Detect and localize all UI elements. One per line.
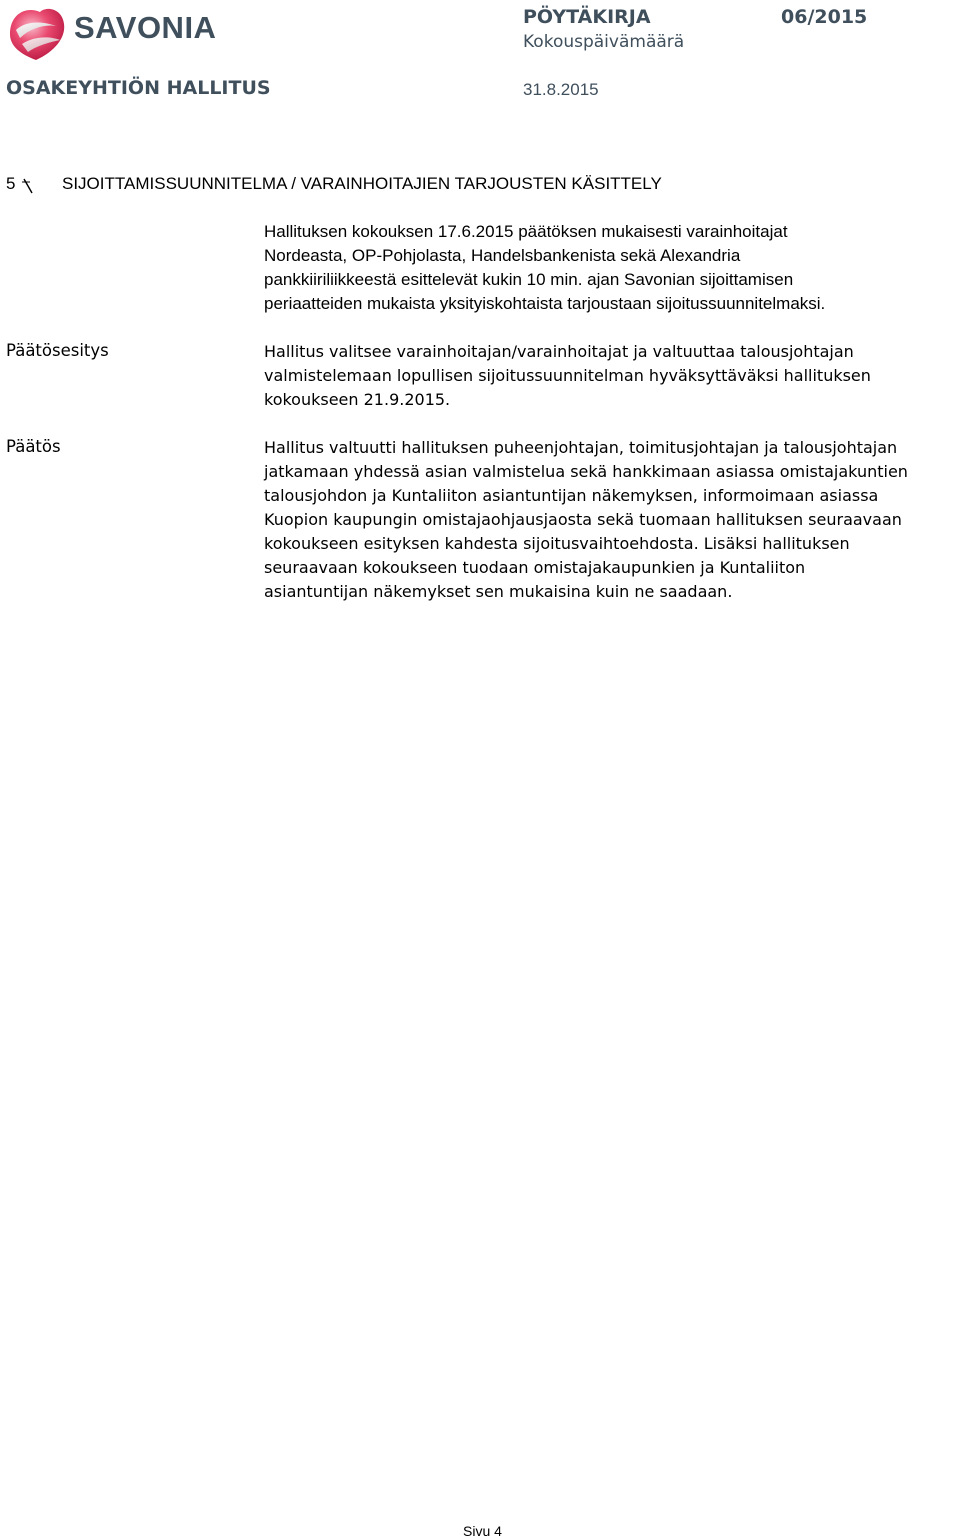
section-title: SIJOITTAMISSUUNNITELMA / VARAINHOITAJIEN TARJOUSTEN KÄSITTELY [62,174,662,193]
logo-heart-icon [6,4,70,62]
meeting-date: 31.8.2015 [523,80,599,99]
decision-line: talousjohdon ja Kuntaliiton asiantuntijan näkemyksen, informoimaan asiassa [264,486,879,505]
decision-paragraph [264,436,958,604]
decision-line: kokoukseen esityksen kahdesta sijoitusvaihtoehdosta. Lisäksi hallituksen [264,534,850,553]
document-type: PÖYTÄKIRJA [523,6,651,28]
intro-paragraph [264,220,944,316]
proposal-line: kokoukseen 21.9.2015. [264,390,451,409]
date-label: Kokouspäivämäärä [523,32,685,52]
section-sign-icon [21,178,35,194]
intro-line: periaatteiden mukaista yksityiskohtaista tarjoustaan sijoitussuunnitelmaksi. [264,294,826,313]
decision-line: jatkamaan yhdessä asian valmistelua sekä hankkimaan asiassa omistajakuntien [264,462,908,481]
organization-name: OSAKEYHTIÖN HALLITUS [6,77,271,99]
proposal-line: Hallitus valitsee varainhoitajan/varainhoitajat ja valtuuttaa talousjohtajan [264,342,854,361]
decision-label: Päätös [6,437,61,456]
proposal-paragraph [264,340,958,412]
decision-line: asiantuntijan näkemykset sen mukaisina kuin ne saadaan. [264,582,733,601]
logo-text: SAVONIA [74,10,217,45]
decision-line: seuraavaan kokoukseen tuodaan omistajakaupunkien ja Kuntaliiton [264,558,806,577]
savonia-logo [6,4,222,62]
section-number: 5 [6,174,16,193]
intro-line: Nordeasta, OP-Pohjolasta, Handelsbankenista sekä Alexandria [264,246,741,265]
proposal-label: Päätösesitys [6,341,109,360]
proposal-line: valmistelemaan lopullisen sijoitussuunnitelman hyväksyttäväksi hallituksen [264,366,871,385]
intro-line: Hallituksen kokouksen 17.6.2015 päätöksen mukaisesti varainhoitajat [264,222,788,241]
page-number: Sivu 4 [463,1523,502,1539]
intro-line: pankkiiriliikkeestä esittelevät kukin 10 min. ajan Savonian sijoittamisen [264,270,794,289]
document-number: 06/2015 [781,6,868,28]
decision-line: Kuopion kaupungin omistajaohjausjaosta sekä tuomaan hallituksen seuraavaan [264,510,902,529]
decision-line: Hallitus valtuutti hallituksen puheenjohtajan, toimitusjohtajan ja talousjohtajan [264,438,898,457]
